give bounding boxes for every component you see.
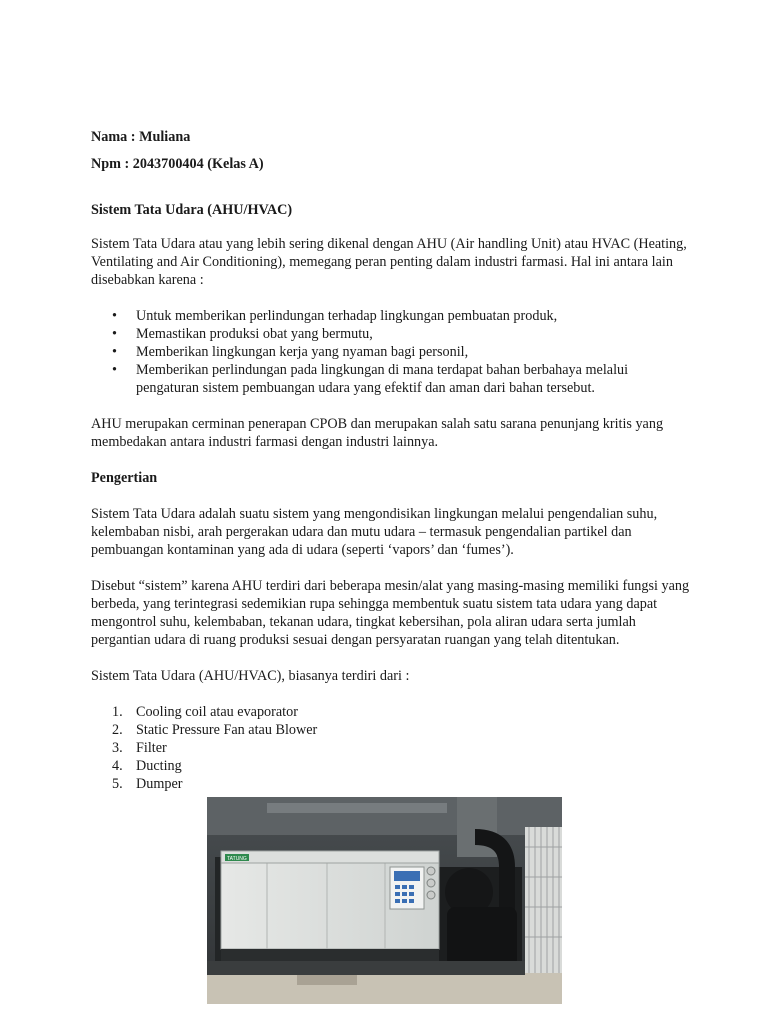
list-item: • Memberikan lingkungan kerja yang nyaman bagi personil, [91, 343, 691, 361]
list-item: • Memastikan produksi obat yang bermutu, [91, 325, 691, 343]
list-item [91, 721, 691, 739]
list-item [91, 757, 691, 775]
list-item [91, 775, 691, 793]
student-npm: Npm : 2043700404 (Kelas A) [91, 156, 264, 172]
list-number: 2. [112, 722, 123, 738]
components-list [91, 703, 691, 793]
ahu-unit-photo [207, 797, 562, 1004]
list-item-label: Cooling coil atau evaporator [136, 704, 298, 720]
ahu-paragraph: AHU merupakan cerminan penerapan CPOB dan merupakan salah satu sarana penunjang kritis yang membedakan antara industri farmasi dengan industri lainnya. [91, 416, 664, 450]
list-item [91, 703, 691, 721]
list-number: 1. [112, 704, 123, 720]
brand-label: TATUNG [227, 856, 247, 862]
list-number: 3. [112, 740, 123, 756]
ahu-unit-illustration [207, 797, 562, 1004]
list-item [91, 739, 691, 757]
reasons-list [91, 307, 691, 397]
list-item: • Memberikan perlindungan pada lingkungan di mana terdapat bahan berbahaya melalui pengaturan sistem pembuangan udara yang efektif dan aman dari bahan tersebut. [91, 361, 691, 397]
list-number: 4. [112, 758, 123, 774]
intro-paragraph: Sistem Tata Udara atau yang lebih sering dikenal dengan AHU (Air handling Unit) atau HVAC (Heating, Ventilating and Air Conditioning), memegang peran penting dalam industri farmasi. Hal ini antara lain disebabkan karena : [91, 236, 687, 288]
list-item-label: Dumper [136, 776, 183, 792]
student-name: Nama : Muliana [91, 129, 191, 145]
list-item-label: Filter [136, 740, 167, 756]
document-page [91, 128, 691, 793]
main-heading: Sistem Tata Udara (AHU/HVAC) [91, 202, 293, 218]
list-item-label: Static Pressure Fan atau Blower [136, 722, 318, 738]
list-item: • Untuk memberikan perlindungan terhadap lingkungan pembuatan produk, [91, 307, 691, 325]
list-number: 5. [112, 776, 123, 792]
list-item-label: Ducting [136, 758, 182, 774]
section-heading: Pengertian [91, 470, 158, 486]
system-paragraph: Disebut “sistem” karena AHU terdiri dari beberapa mesin/alat yang masing-masing memiliki fungsi yang berbeda, yang terintegrasi sedemikian rupa sehingga membentuk suatu sistem tata udara yang dapat mengontrol suhu, kelembaban, tekanan udara, tingkat kebersihan, pola aliran udara serta jumlah pergantian udara di ruang produksi sesuai dengan persyaratan ruangan yang telah ditentukan. [91, 578, 690, 648]
definition-paragraph: Sistem Tata Udara adalah suatu sistem yang mengondisikan lingkungan melalui pengendalian suhu, kelembaban nisbi, arah pergerakan udara dan mutu udara – termasuk pengendalian partikel dan pembuangan kontaminan yang ada di udara (seperti ‘vapors’ dan ‘fumes’). [91, 506, 658, 558]
components-intro: Sistem Tata Udara (AHU/HVAC), biasanya terdiri dari : [91, 668, 410, 684]
